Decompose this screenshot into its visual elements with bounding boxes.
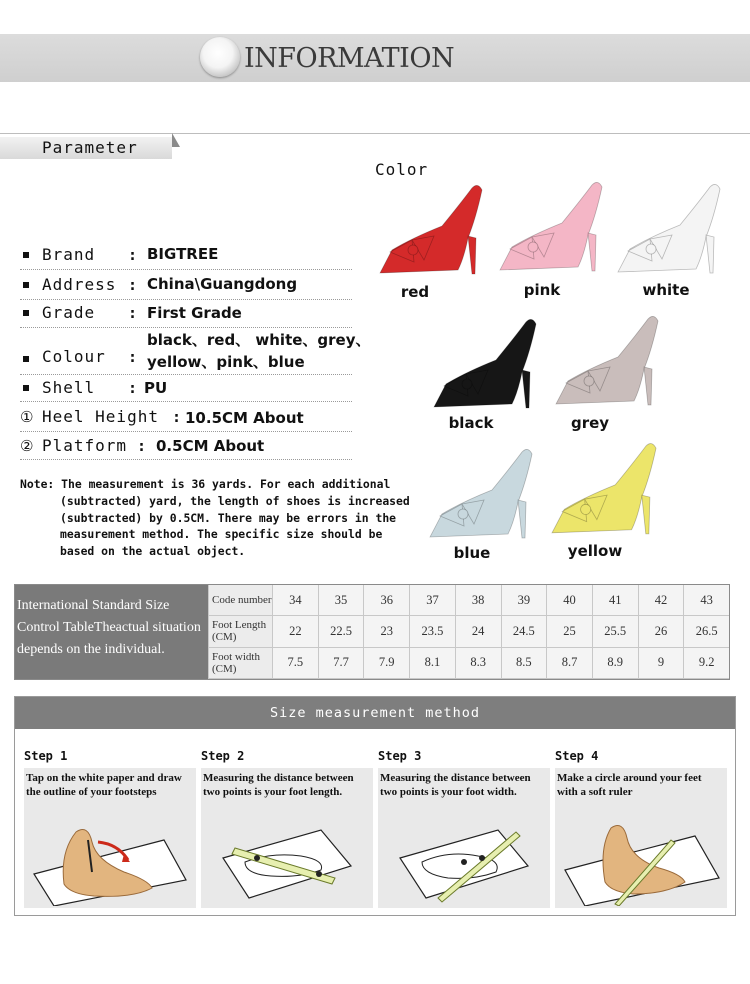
param-key: Shell bbox=[42, 378, 96, 397]
information-title: INFORMATION bbox=[244, 43, 455, 74]
foot-outline-icon bbox=[24, 802, 196, 906]
color-label-white: white bbox=[642, 281, 690, 299]
size-cell: 8.7 bbox=[546, 648, 592, 679]
size-cell: 25.5 bbox=[592, 616, 638, 647]
step-card bbox=[201, 768, 373, 908]
foot-width-ruler-icon bbox=[378, 802, 550, 906]
note-line: based on the actual object. bbox=[60, 544, 246, 559]
size-cell: 42 bbox=[638, 585, 684, 616]
param-value-line1: black、red、 white、grey、 bbox=[147, 331, 371, 349]
step-1 bbox=[24, 749, 196, 908]
size-cell: 25 bbox=[546, 616, 592, 647]
step-4 bbox=[555, 749, 727, 908]
step-title: Step 2 bbox=[201, 749, 245, 763]
param-colon: : bbox=[172, 408, 182, 426]
circled-two-icon: ② bbox=[20, 437, 34, 455]
parameter-label: Parameter bbox=[42, 138, 138, 157]
param-colon: : bbox=[137, 437, 147, 455]
shoe-pink-image bbox=[494, 175, 604, 283]
size-cell: 8.5 bbox=[501, 648, 547, 679]
size-row-label: Foot Length (CM) bbox=[208, 616, 272, 647]
color-label-red: red bbox=[400, 283, 430, 301]
color-label-blue: blue bbox=[453, 544, 491, 562]
size-table-caption bbox=[15, 585, 208, 679]
step-text: Measuring the distance between two points is your foot width. bbox=[380, 772, 531, 798]
measurement-note bbox=[20, 476, 410, 560]
section-divider bbox=[0, 133, 750, 134]
size-cell: 23.5 bbox=[409, 616, 455, 647]
size-cell: 8.1 bbox=[409, 648, 455, 679]
note-line: (subtracted) by 0.5CM. There may be errors in the bbox=[60, 510, 397, 525]
param-key: Brand bbox=[42, 245, 96, 264]
param-value: First Grade bbox=[147, 304, 242, 322]
foot-circumference-icon bbox=[555, 802, 727, 906]
bullet-icon bbox=[23, 252, 29, 258]
param-value: BIGTREE bbox=[147, 245, 219, 263]
color-label-pink: pink bbox=[523, 281, 561, 299]
step-text: Tap on the white paper and draw the outline of your footsteps bbox=[26, 772, 182, 798]
size-table bbox=[14, 584, 730, 680]
note-line: Note: The measurement is 36 yards. For each additional bbox=[20, 477, 391, 491]
step-title: Step 4 bbox=[555, 749, 599, 763]
param-row-address bbox=[20, 274, 352, 300]
caption-line: Control TableTheactual situation bbox=[17, 620, 201, 635]
size-cell: 26 bbox=[638, 616, 684, 647]
size-row-label: Code number bbox=[208, 585, 272, 616]
size-cell: 24.5 bbox=[501, 616, 547, 647]
size-cell: 8.9 bbox=[592, 648, 638, 679]
param-colon: : bbox=[128, 276, 138, 294]
step-title: Step 1 bbox=[24, 749, 68, 763]
size-cell: 7.9 bbox=[363, 648, 409, 679]
size-cell: 37 bbox=[409, 585, 455, 616]
size-cell: 34 bbox=[272, 585, 318, 616]
size-cell: 22 bbox=[272, 616, 318, 647]
step-2 bbox=[201, 749, 373, 908]
size-cell: 26.5 bbox=[683, 616, 729, 647]
step-text: Measuring the distance between two points is your foot length. bbox=[203, 772, 354, 798]
measurement-title: Size measurement method bbox=[15, 697, 735, 729]
size-cell: 43 bbox=[683, 585, 729, 616]
param-key: Colour bbox=[42, 347, 106, 366]
param-value: 0.5CM About bbox=[156, 437, 265, 455]
param-row-platform bbox=[20, 436, 352, 460]
foot-length-ruler-icon bbox=[201, 802, 373, 906]
size-cell: 7.5 bbox=[272, 648, 318, 679]
size-cell: 9 bbox=[638, 648, 684, 679]
step-3 bbox=[378, 749, 550, 908]
param-row-brand bbox=[20, 244, 352, 270]
step-card bbox=[378, 768, 550, 908]
param-colon: : bbox=[128, 246, 138, 264]
param-value: PU bbox=[144, 379, 168, 397]
param-value: 10.5CM About bbox=[185, 409, 304, 427]
param-row-grade bbox=[20, 303, 352, 328]
size-cell: 24 bbox=[455, 616, 501, 647]
bullet-icon bbox=[23, 385, 29, 391]
param-value-line2: yellow、pink、blue bbox=[147, 353, 305, 371]
step-title: Step 3 bbox=[378, 749, 422, 763]
param-colon: : bbox=[128, 379, 138, 397]
color-label-yellow: yellow bbox=[567, 542, 623, 560]
note-line: measurement method. The specific size should be bbox=[60, 527, 383, 542]
param-key: Grade bbox=[42, 303, 96, 322]
note-line: (subtracted) yard, the length of shoes is increased bbox=[60, 493, 410, 508]
size-cell: 35 bbox=[318, 585, 364, 616]
circle-emblem-icon bbox=[200, 37, 240, 77]
size-cell: 38 bbox=[455, 585, 501, 616]
shoe-white-image bbox=[612, 177, 724, 285]
information-banner bbox=[0, 34, 750, 82]
param-key: Heel Height bbox=[42, 407, 159, 426]
shoe-grey-image bbox=[550, 309, 662, 415]
step-card bbox=[555, 768, 727, 908]
param-row-colour bbox=[20, 329, 371, 375]
shoe-black-image bbox=[428, 312, 540, 416]
param-key: Platform bbox=[42, 436, 128, 455]
param-colon: : bbox=[128, 348, 138, 366]
size-cell: 23 bbox=[363, 616, 409, 647]
step-card bbox=[24, 768, 196, 908]
size-cell: 22.5 bbox=[318, 616, 364, 647]
size-cell: 7.7 bbox=[318, 648, 364, 679]
shoe-yellow-image bbox=[544, 436, 662, 542]
caption-line: depends on the individual. bbox=[17, 642, 165, 657]
color-label-black: black bbox=[448, 414, 494, 432]
shoe-red-image bbox=[372, 178, 484, 288]
param-key: Address bbox=[42, 275, 117, 294]
param-row-shell bbox=[20, 378, 352, 402]
color-title: Color bbox=[375, 160, 429, 179]
shoe-blue-image bbox=[424, 442, 536, 544]
size-cell: 9.2 bbox=[683, 648, 729, 679]
size-cell: 40 bbox=[546, 585, 592, 616]
color-label-grey: grey bbox=[570, 414, 610, 432]
size-cell: 36 bbox=[363, 585, 409, 616]
caption-line: International Standard Size bbox=[17, 598, 170, 613]
bullet-icon bbox=[23, 356, 29, 362]
tab-notch-icon bbox=[172, 133, 180, 147]
size-cell: 39 bbox=[501, 585, 547, 616]
param-value: China\Guangdong bbox=[147, 275, 298, 293]
size-table-grid bbox=[208, 585, 729, 679]
size-cell: 8.3 bbox=[455, 648, 501, 679]
param-colon: : bbox=[128, 304, 138, 322]
size-row-label: Foot width (CM) bbox=[208, 648, 272, 679]
step-text: Make a circle around your feet with a soft ruler bbox=[557, 772, 702, 798]
circled-one-icon: ① bbox=[20, 408, 34, 426]
param-row-heel-height bbox=[20, 407, 352, 432]
size-cell: 41 bbox=[592, 585, 638, 616]
bullet-icon bbox=[23, 282, 29, 288]
size-measurement-section bbox=[14, 696, 736, 916]
bullet-icon bbox=[23, 310, 29, 316]
